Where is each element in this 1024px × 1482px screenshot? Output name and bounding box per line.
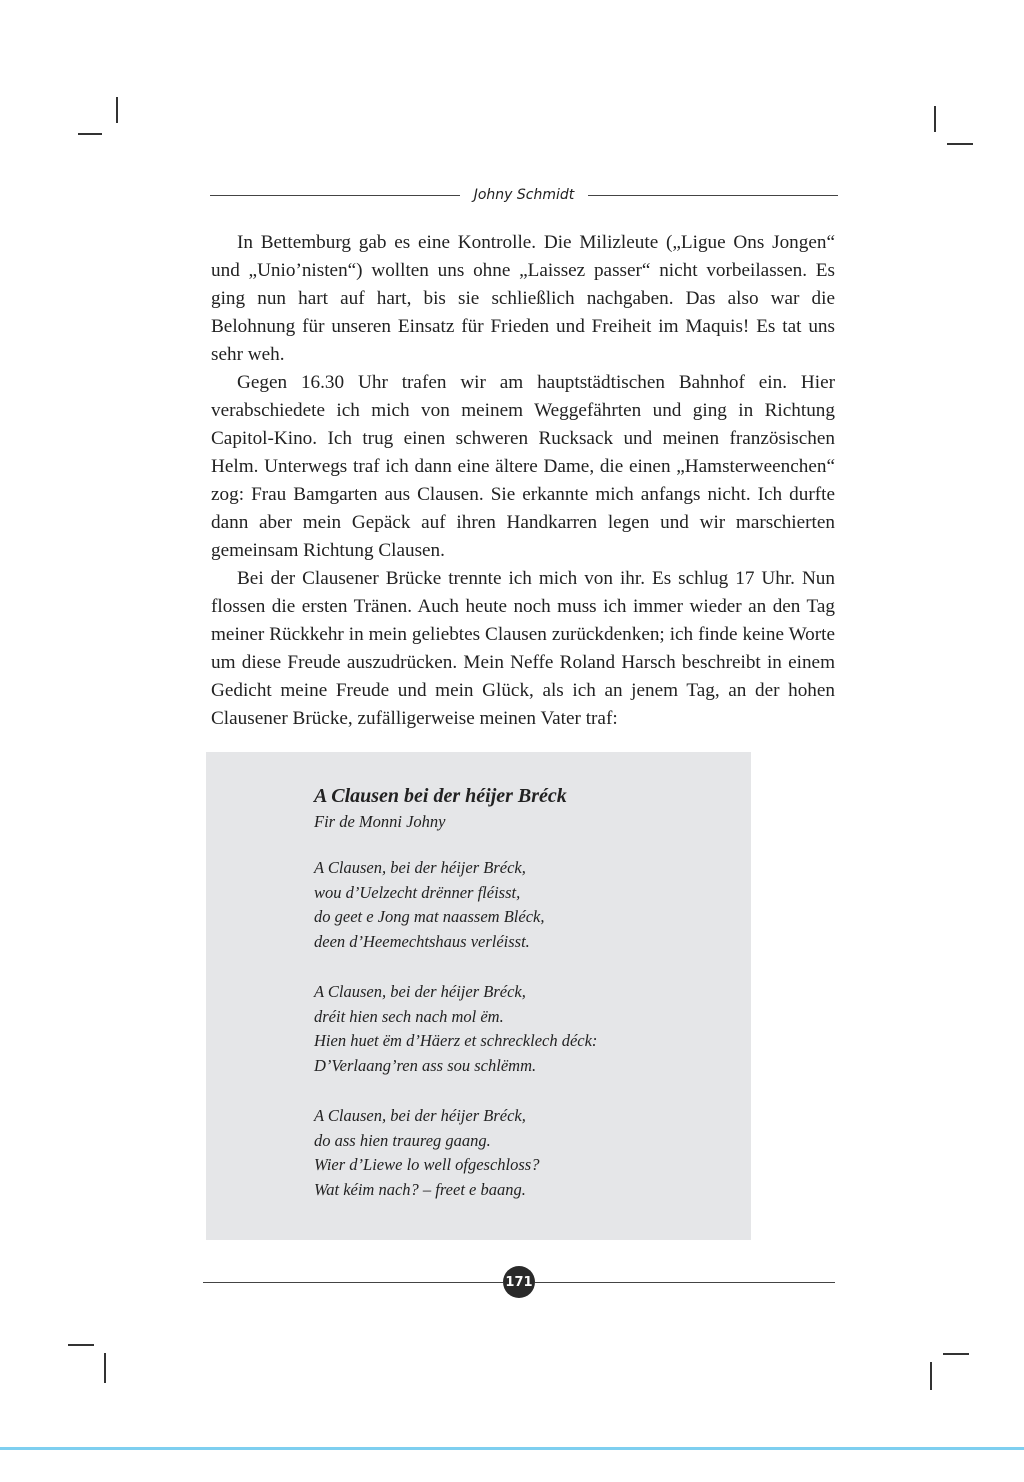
paragraph: In Bettemburg gab es eine Kontrolle. Die Milizleute („Ligue Ons Jongen“ und „Unio’nisten“) wollten uns ohne „Laissez passer“ nicht vorbeilassen. Es ging nun hart auf hart, bis sie schließlich nachgaben. Das also war die Belohnung für unseren Einsatz für Frieden und Freiheit im Maquis! Es tat uns sehr weh.	[211, 232, 835, 365]
footer-rule-left	[203, 1282, 503, 1283]
poem-line: do geet e Jong mat naassem Bléck,	[314, 907, 545, 926]
poem-line: A Clausen, bei der héijer Bréck,	[314, 858, 526, 877]
header-rule-right	[588, 195, 838, 196]
crop-mark-top-right-v	[934, 106, 936, 132]
crop-mark-bottom-left-h	[68, 1344, 94, 1346]
footer-rule-right	[535, 1282, 835, 1283]
running-header	[210, 180, 838, 210]
page-number: 171	[505, 1274, 533, 1290]
page-footer	[203, 1265, 835, 1299]
poem	[314, 782, 734, 1228]
poem-line: D’Verlaang’ren ass sou schlëmm.	[314, 1055, 537, 1075]
poem-title: A Clausen bei der héijer Bréck	[314, 785, 567, 807]
poem-line: A Clausen, bei der héijer Bréck,	[314, 1106, 526, 1125]
poem-line: do ass hien traureg gaang.	[314, 1130, 491, 1150]
crop-mark-top-right-h	[947, 143, 973, 145]
poem-stanza	[314, 980, 734, 1078]
crop-mark-bottom-right-h	[943, 1353, 969, 1355]
poem-line: dréit hien sech nach mol ëm.	[314, 1006, 504, 1026]
poem-stanza	[314, 1104, 734, 1202]
poem-line: Hien huet ëm d’Häerz et schrecklech déck:	[314, 1031, 598, 1050]
paragraph: Gegen 16.30 Uhr trafen wir am hauptstädtischen Bahnhof ein. Hier verabschiedete ich mich von meinem Weggefährten und ging in Richtung Capitol-Kino. Ich trug einen schweren Rucksack und meinen französischen Helm. Unterwegs traf ich dann eine ältere Dame, die einen „Hamsterweenchen“ zog: Frau Bamgarten aus Clausen. Sie erkannte mich anfangs nicht. Ich durfte dann aber mein Gepäck auf ihren Handkarren legen und wir marschierten gemeinsam Richtung Clausen.	[211, 372, 835, 561]
poem-line: wou d’Uelzecht drënner fléisst,	[314, 882, 521, 902]
poem-line: deen d’Heemechtshaus verléisst.	[314, 931, 530, 951]
crop-mark-top-left-v	[116, 97, 118, 123]
poem-subtitle: Fir de Monni Johny	[314, 812, 446, 831]
crop-mark-bottom-right-v	[930, 1362, 932, 1390]
poem-line: A Clausen, bei der héijer Bréck,	[314, 982, 526, 1001]
running-title: Johny Schmidt	[473, 187, 575, 203]
poem-line: Wier d’Liewe lo well ofgeschloss?	[314, 1155, 540, 1174]
crop-mark-top-left-h	[78, 133, 102, 135]
header-rule-left	[210, 195, 460, 196]
scan-edge-strip	[0, 1447, 1024, 1450]
page-number-badge	[503, 1266, 535, 1298]
poem-line: Wat kéim nach? – freet e baang.	[314, 1179, 526, 1199]
crop-mark-bottom-left-v	[104, 1353, 106, 1383]
paragraph: Bei der Clausener Brücke trennte ich mich von ihr. Es schlug 17 Uhr. Nun flossen die ersten Tränen. Auch heute noch muss ich immer wieder an den Tag meiner Rückkehr in mein geliebtes Clausen zurückdenken; ich finde keine Worte um diese Freude auszudrücken. Mein Neffe Roland Harsch beschreibt in einem Gedicht meine Freude und mein Glück, als ich an jenem Tag, an der hohen Clausener Brücke, zufälligerweise meinen Vater traf:	[211, 568, 835, 729]
poem-stanza	[314, 856, 734, 954]
body-text	[211, 229, 835, 733]
poem-box	[206, 752, 751, 1240]
